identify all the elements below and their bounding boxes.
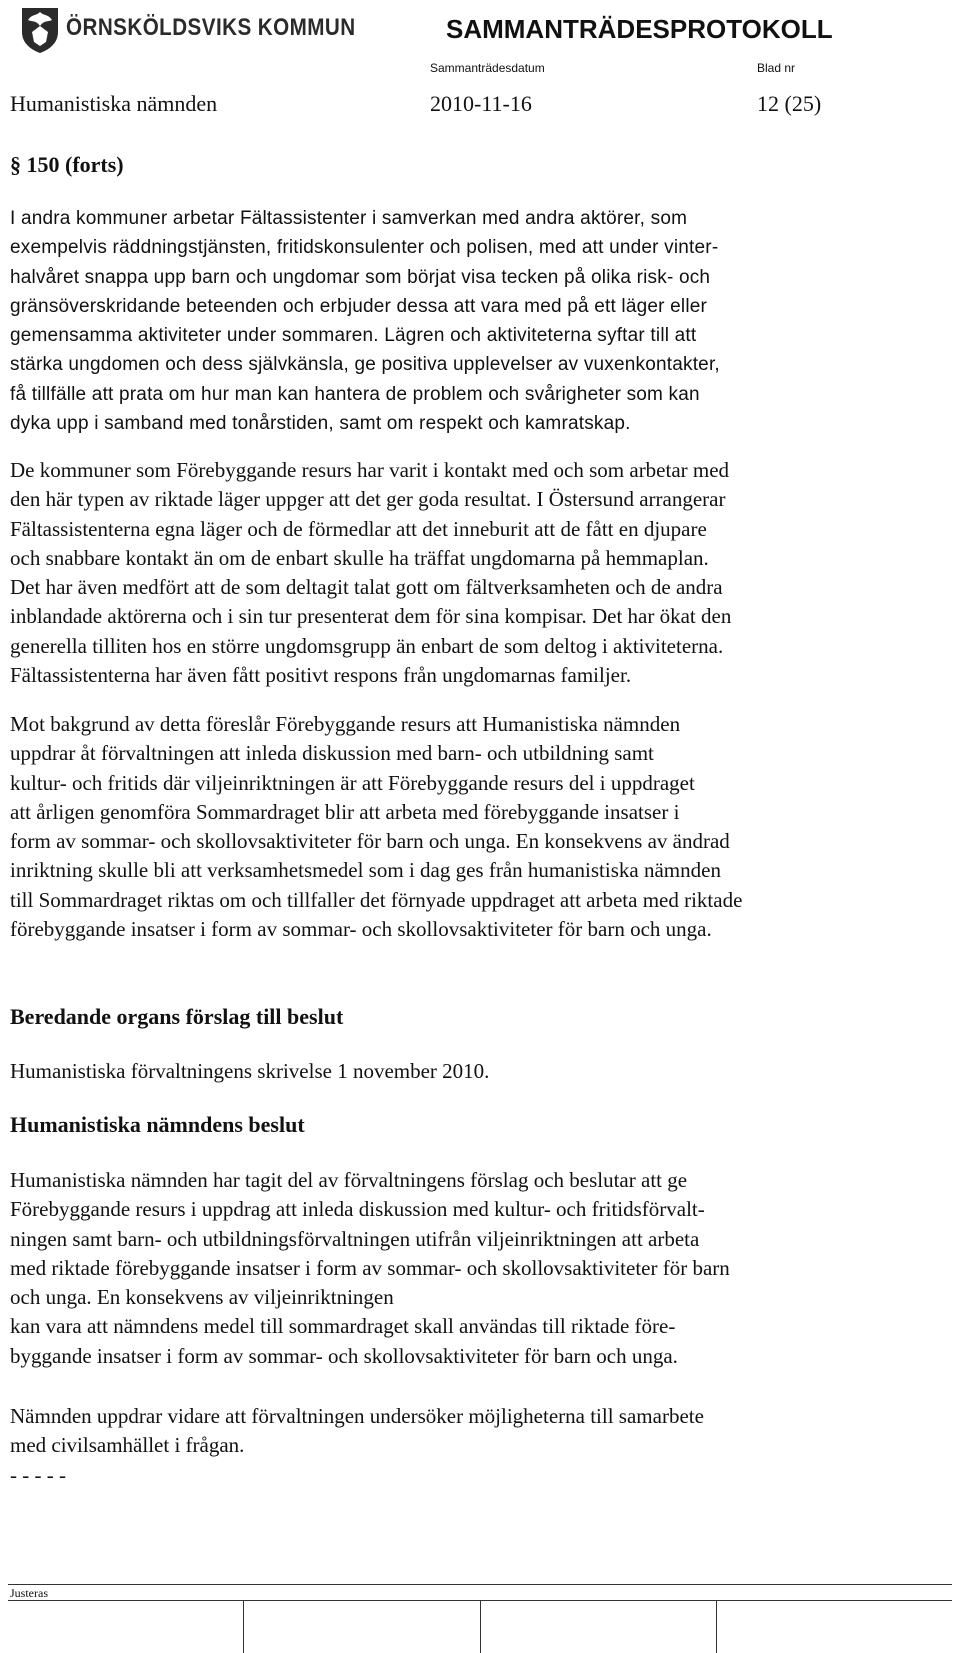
heading-beredande: Beredande organs förslag till beslut xyxy=(10,1004,344,1029)
text-line: inriktning skulle bli att verksamhetsmedel som i dag ges från humanistiska nämnden xyxy=(10,858,721,883)
crest-icon xyxy=(20,6,60,54)
text-line: och unga. En konsekvens av viljeinriktningen xyxy=(10,1285,394,1310)
text-line: dyka upp i samband med tonårstiden, samt om respekt och kamratskap. xyxy=(10,413,631,435)
text-line: Det har även medfört att de som deltagit talat gott om fältverksamheten och de andra xyxy=(10,575,723,600)
text-line: gränsöverskridande beteenden och erbjuder dessa att vara med på ett läger eller xyxy=(10,295,708,317)
page-number: 12 (25) xyxy=(757,91,822,116)
signature-box xyxy=(716,1601,952,1653)
body-name: Humanistiska nämnden xyxy=(10,91,218,116)
beslut-paragraph-2 xyxy=(10,1402,940,1490)
text-line: form av sommar- och skollovsaktiviteter för barn och unga. En konsekvens av ändrad xyxy=(10,829,730,854)
document-title: SAMMANTRÄDESPROTOKOLL xyxy=(446,14,833,44)
meeting-date: 2010-11-16 xyxy=(430,91,532,116)
text-line: Nämnden uppdrar vidare att förvaltningen undersöker möjligheterna till samarbete xyxy=(10,1404,704,1428)
logo-text: ÖRNSKÖLDSVIKS KOMMUN xyxy=(66,14,356,41)
text-line: med riktade förebyggande insatser i form av sommar- och skollovsaktiviteter för barn xyxy=(10,1255,730,1280)
text-line: I andra kommuner arbetar Fältassistenter i samverkan med andra aktörer, som xyxy=(10,208,688,229)
justeras-label: Justeras xyxy=(10,1586,48,1600)
beredande-text: Humanistiska förvaltningens skrivelse 1 november 2010. xyxy=(10,1059,490,1083)
text-line: Fältassistenterna har även fått positivt respons från ungdomarnas familjer. xyxy=(10,663,632,688)
text-line: Mot bakgrund av detta föreslår Förebyggande resurs att Humanistiska nämnden xyxy=(10,712,681,736)
text-line: inblandade aktörerna och i sin tur presenterat dem för sina kompisar. Det har ökat den xyxy=(10,604,732,629)
text-line: exempelvis räddningstjänsten, fritidskonsulenter och polisen, med att under vinter- xyxy=(10,237,719,259)
text-line: uppdrar åt förvaltningen att inleda diskussion med barn- och utbildning samt xyxy=(10,741,654,766)
text-line: byggande insatser i form av sommar- och skollovsaktiviteter för barn och unga. xyxy=(10,1343,678,1368)
heading-beslut: Humanistiska nämndens beslut xyxy=(10,1112,305,1137)
paragraph-2 xyxy=(10,456,940,690)
text-line: gemensamma aktiviteter under sommaren. Lägren och aktiviteterna syftar till att xyxy=(10,325,697,347)
text-line: Humanistiska nämnden har tagit del av förvaltningens förslag och beslutar att ge xyxy=(10,1168,688,1192)
text-line: Fältassistenterna egna läger och de förmedlar att det inneburit att de fått en djupare xyxy=(10,516,707,541)
text-line: ningen samt barn- och utbildningsförvaltningen utifrån viljeinriktningen att arbeta xyxy=(10,1226,700,1251)
beslut-paragraph-1 xyxy=(10,1166,940,1371)
paragraph-1 xyxy=(10,204,940,438)
text-line: och snabbare kontakt än om de enbart skulle ha träffat ungdomarna på hemmaplan. xyxy=(10,545,709,570)
text-line: De kommuner som Förebyggande resurs har varit i kontakt med och som arbetar med xyxy=(10,458,730,482)
signature-box xyxy=(480,1601,716,1653)
text-line: förebyggande insatser i form av sommar- och skollovsaktiviteter för barn och unga. xyxy=(10,917,712,942)
text-line: att årligen genomföra Sommardraget blir att arbeta med förebyggande insatser i xyxy=(10,799,680,824)
date-label: Sammanträdesdatum xyxy=(430,61,545,75)
text-line: kan vara att nämndens medel till sommardraget skall användas till riktade före- xyxy=(10,1314,676,1339)
text-line: stärka ungdomen och dess självkänsla, ge positiva upplevelser av vuxenkontakter, xyxy=(10,354,720,376)
text-line: till Sommardraget riktas om och tillfaller det förnyade uppdraget att arbeta med riktade xyxy=(10,887,743,912)
closing-dashes: - - - - - xyxy=(10,1462,66,1487)
signature-box xyxy=(243,1601,479,1653)
section-title: § 150 (forts) xyxy=(10,152,124,177)
text-line: generella tilliten hos en större ungdomsgrupp än enbart de som deltog i aktiviteterna. xyxy=(10,633,724,658)
signature-boxes xyxy=(8,1600,952,1653)
text-line: med civilsamhället i frågan. xyxy=(10,1433,245,1458)
page-label: Blad nr xyxy=(757,61,796,75)
text-line: Förebyggande resurs i uppdrag att inleda diskussion med kultur- och fritidsförvalt- xyxy=(10,1197,705,1222)
municipality-logo xyxy=(20,6,356,54)
text-line: den här typen av riktade läger uppger att det ger goda resultat. I Östersund arrangerar xyxy=(10,487,726,512)
paragraph-3 xyxy=(10,710,940,944)
signature-box xyxy=(8,1601,243,1653)
text-line: kultur- och fritids där viljeinriktningen är att Förebyggande resurs del i uppdraget xyxy=(10,770,695,795)
text-line: halvåret snappa upp barn och ungdomar som börjat visa tecken på olika risk- och xyxy=(10,266,711,288)
justeras-divider xyxy=(8,1584,952,1585)
text-line: få tillfälle att prata om hur man kan hantera de problem och svårigheter som kan xyxy=(10,383,700,405)
